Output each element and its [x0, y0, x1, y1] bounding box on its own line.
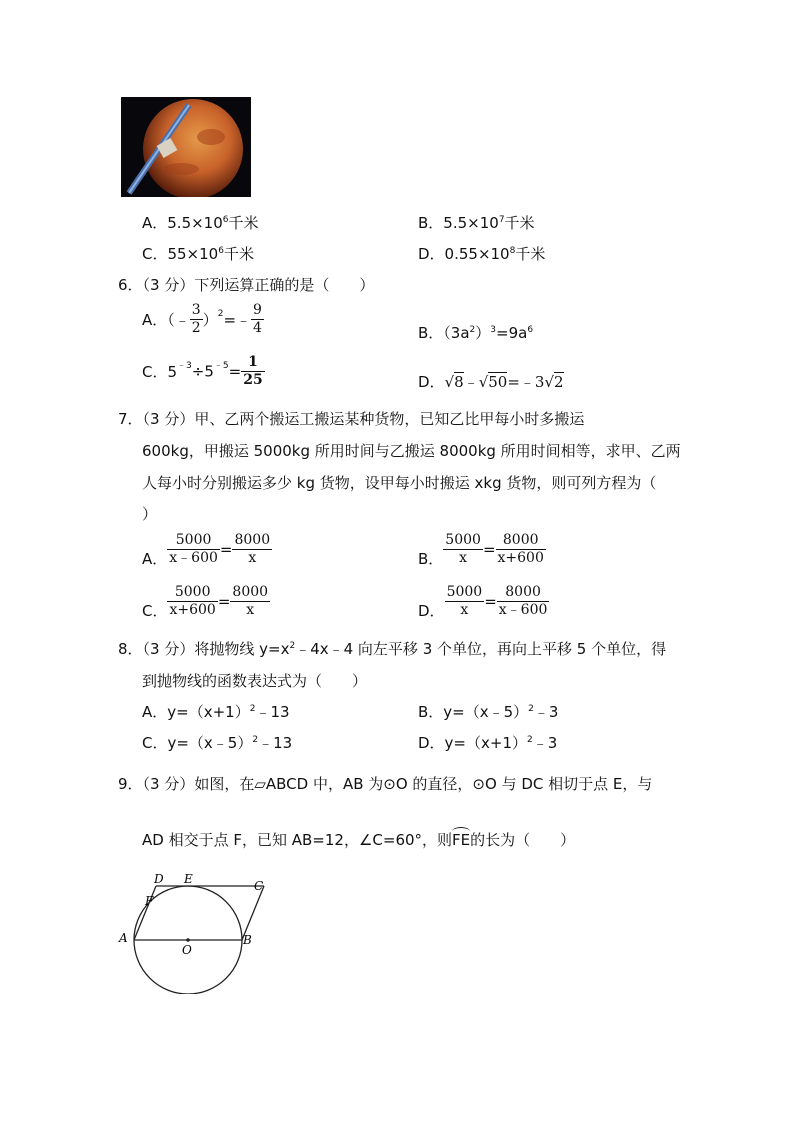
label-o: O: [182, 943, 192, 957]
arc-fe: FE: [452, 831, 471, 849]
mars-satellite-image: [121, 97, 251, 197]
q7-option-a: A． $\frac{5000}{x﹣600}$ = $\frac{8000}{x}$: [142, 532, 271, 568]
q7-line-2: 600kg，甲搬运 5000kg 所用时间与乙搬运 8000kg 所用时间相等，求甲、乙两: [142, 442, 681, 460]
q7-option-d: D． $\frac{5000}{x}$ = $\frac{8000}{x﹣600}$: [418, 584, 548, 620]
q8-option-d: D．$y=(x+1)^2﹣3$: [418, 734, 558, 752]
q5-option-c: C．$55\times 10^6$千米: [142, 245, 254, 263]
label-c: C: [254, 879, 264, 893]
q7-option-b: B． $\frac{5000}{x}$ = $\frac{8000}{x+600}$: [418, 532, 544, 568]
q9-line-2: AD 相交于点 F，已知 AB=12，∠C=60°，则FE的长为（ ）: [142, 831, 576, 849]
q6-option-c: C．$5^{﹣3}\div 5^{﹣5}=$ $\frac{1}{25}$: [142, 354, 263, 388]
q6-option-a: A．（﹣ $\frac{3}{2}$ ）$^2$=﹣ $\frac{9}{4}$: [142, 302, 262, 336]
label-b: B: [243, 933, 252, 947]
label-e: E: [184, 872, 193, 886]
label-d: D: [154, 872, 164, 886]
q5-option-a: A．$5.5\times 10^6$千米: [142, 214, 259, 232]
q8-line-2: 到抛物线的函数表达式为（ ）: [142, 672, 368, 690]
label-a: A: [119, 931, 128, 945]
q9-line-1: 9．（3 分）如图，在▱ABCD 中，AB 为⊙O 的直径，⊙O 与 DC 相切于点 E，与: [118, 775, 653, 793]
label-f: F: [145, 894, 154, 908]
q7-line-1: 7．（3 分）甲、乙两个搬运工搬运某种货物，已知乙比甲每小时多搬运: [118, 410, 585, 428]
q7-option-c: C． $\frac{5000}{x+600}$ = $\frac{8000}{x}$: [142, 584, 269, 620]
q7-line-4: ）: [142, 505, 158, 523]
q5-option-b: B．$5.5\times 10^7$千米: [418, 214, 535, 232]
q6-stem: 6．（3 分）下列运算正确的是（ ）: [118, 276, 375, 294]
q6-option-b: B．$(3a^2)^3=9a^6$: [418, 324, 534, 342]
q9-geometry-figure: [116, 872, 296, 994]
q8-option-b: B．y=（x﹣5）$^2$﹣3: [418, 703, 559, 721]
q8-option-a: A．$y=(x+1)^2﹣13$: [142, 703, 290, 721]
q7-line-3: 人每小时分别搬运多少 kg 货物，设甲每小时搬运 xkg 货物，则可列方程为（: [142, 474, 657, 492]
q8-option-c: C．y=（x﹣5）$^2$﹣13: [142, 734, 293, 752]
q5-option-d: D．$0.55\times 10^8$千米: [418, 245, 546, 263]
q8-line-1: 8．（3 分）将抛物线 $y=x^2﹣4x﹣4$ 向左平移 3 个单位，再向上平移 5 个单位，得: [118, 640, 667, 658]
q6-option-d: D．√8﹣√50=﹣3√2: [418, 373, 564, 391]
